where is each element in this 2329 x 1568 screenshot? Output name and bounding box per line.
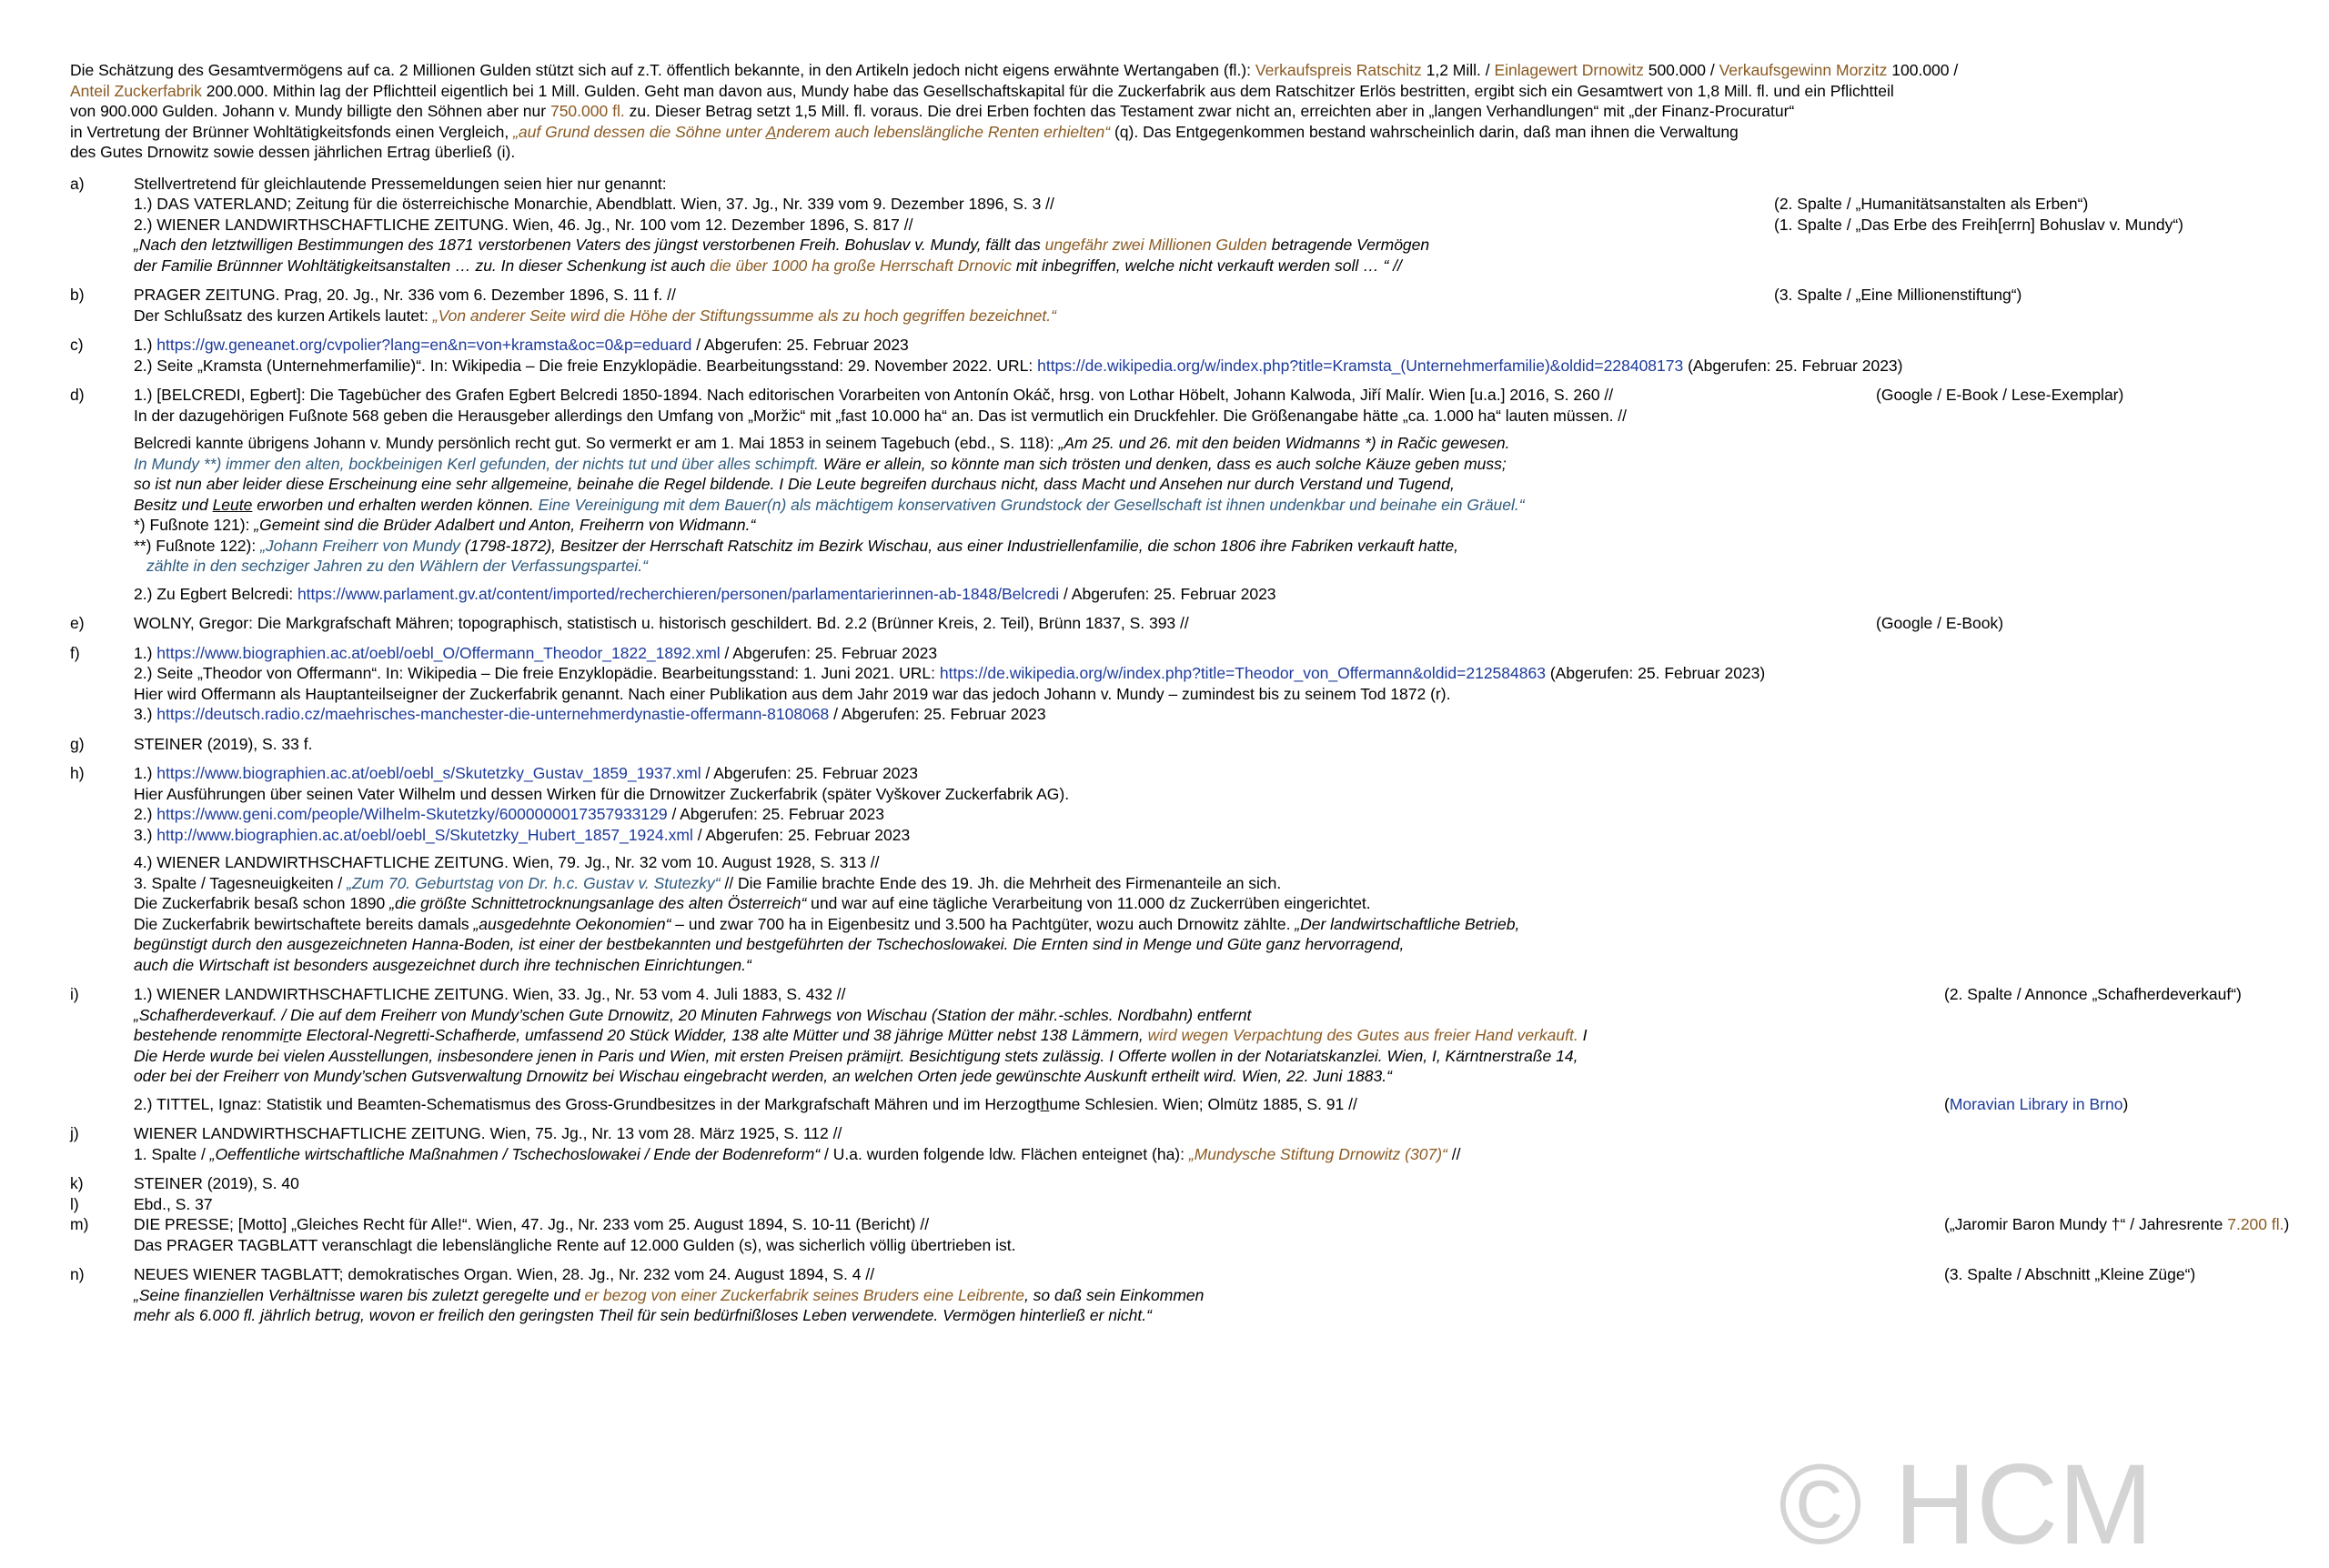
text-run: **) Fußnote 122):: [134, 536, 261, 555]
text-run: 200.000. Mithin lag der Pflichtteil eigentlich bei 1 Mill. Gulden. Geht man davon aus, Mundy habe das Gesellschaftskapital für die Zuckerfabrik aus dem Ratschitzer Erlös bestritten, ergibt sich ein Gesamtwert von 1,8 Mill. fl. und ein Pflichtteil: [201, 81, 1894, 100]
footnote-line: [134, 335, 2290, 356]
footnote-line: [134, 1144, 2290, 1165]
text-run: Die Zuckerfabrik besaß schon 1890: [134, 894, 390, 912]
text-run: „Von anderer Seite wird die Höhe der Stiftungssumme als zu hoch gegriffen bezeichnet.“: [432, 306, 1056, 325]
text-run: bestehende renommi: [134, 1026, 284, 1044]
reference-link[interactable]: https://de.wikipedia.org/w/index.php?title=Theodor_von_Offermann&oldid=212584863: [939, 664, 1546, 682]
column-reference: [1944, 984, 2242, 1005]
footnote-line: [134, 1025, 2290, 1046]
text-run: (1798-1872), Besitzer der Herrschaft Ratschitz im Bezirk Wischau, aus einer Industriellenfamilie, die schon 1806 ihre Fabriken verkauft hatte,: [459, 536, 1458, 555]
footnote-line: [134, 556, 2290, 577]
text-run: (Abgerufen: 25. Februar 2023): [1545, 664, 1766, 682]
text-run: WIENER LANDWIRTHSCHAFTLICHE ZEITUNG. Wien, 75. Jg., Nr. 13 vom 28. März 1925, S. 112 //: [134, 1124, 842, 1142]
text-run: begünstigt durch den ausgezeichneten Hanna-Boden, ist einer der bestbekannten und bestgeführten der Tschechoslowakei. Die Ernten sind in Menge und Güte ganz hervorragend,: [134, 935, 1405, 953]
text-run: die über 1000 ha große Herrschaft Drnovic: [710, 256, 1012, 275]
text-run: ume Schlesien. Wien; Olmütz 1885, S. 91 //: [1049, 1094, 1357, 1113]
text-run: 1.) [BELCREDI, Egbert]: Die Tagebücher des Grafen Egbert Belcredi 1850-1894. Nach editorischen Vorarbeiten von Antonín Okáč, hrsg. von Lothar Höbelt, Johann Kalwoda, Jiří Malír. Wien [u.a.] 2016, S. 260 //: [134, 386, 1614, 404]
text-run: (1. Spalte / „Das Erbe des Freih[errn] Bohuslav v. Mundy“): [1774, 215, 2183, 234]
footnote-line: [134, 1235, 2290, 1256]
text-run: erworben und erhalten werden können.: [252, 495, 539, 514]
text-run: 2.) Seite „Theodor von Offermann“. In: Wikipedia – Die freie Enzyklopädie. Bearbeitungsstand: 1. Juni 2021. URL:: [134, 664, 940, 682]
intro-line: [70, 60, 2290, 81]
text-run: Wäre er allein, so könnte man sich trösten und denken, dass es auch solche Käuze geben muss;: [818, 454, 1507, 473]
footnote-line: [134, 852, 2290, 873]
column-reference: [1944, 1094, 2128, 1115]
text-run: Verkaufspreis Ratschitz: [1255, 61, 1422, 79]
text-run: (2. Spalte / „Humanitätsanstalten als Erben“): [1774, 195, 2089, 213]
footnote-letter: i): [70, 985, 79, 1003]
footnote-line: [134, 406, 2290, 427]
text-run: (Google / E-Book / Lese-Exemplar): [1876, 386, 2124, 404]
footnote-letter: b): [70, 286, 85, 304]
footnote-entry: [70, 1173, 2290, 1194]
text-run: i: [886, 1046, 891, 1065]
text-run: „Am 25. und 26. mit den beiden Widmanns *) in Račic gewesen.: [1058, 434, 1510, 452]
column-reference: [1944, 1214, 2289, 1235]
text-run: 100.000 /: [1887, 61, 1959, 79]
intro-line: [70, 142, 2290, 163]
text-run: Das PRAGER TAGBLATT veranschlagt die lebenslängliche Rente auf 12.000 Gulden (s), was sicherlich völlig übertrieben ist.: [134, 1235, 1016, 1254]
column-reference: [1944, 1264, 2195, 1285]
text-run: Belcredi kannte übrigens Johann v. Mundy persönlich recht gut. So vermerkt er am 1. Mai 1853 in seinem Tagebuch (ebd., S. 118):: [134, 434, 1059, 452]
text-run: / Abgerufen: 25. Februar 2023: [691, 336, 909, 354]
footnote-line: [134, 515, 2290, 536]
text-run: „Gemeint sind die Brüder Adalbert und Anton, Freiherrn von Widmann.“: [254, 516, 756, 534]
text-run: //: [1447, 1144, 1461, 1163]
text-run: In Mundy **) immer den alten, bockbeinigen Kerl gefunden, der nichts tut und über alles schimpft.: [134, 454, 819, 473]
text-run: in Vertretung der Brünner Wohltätigkeitsfonds einen Vergleich,: [70, 122, 514, 141]
footnote-line: [134, 873, 2290, 894]
footnote-letter: g): [70, 734, 85, 753]
text-run: DIE PRESSE; [Motto] „Gleiches Recht für Alle!“. Wien, 47. Jg., Nr. 233 vom 25. August 1894, S. 10-11 (Bericht) //: [134, 1215, 930, 1233]
text-run: Verkaufsgewinn Morzitz: [1719, 61, 1888, 79]
footnote-entry: [70, 174, 2290, 276]
footnote-line: [134, 613, 2290, 634]
text-run: 1.): [134, 643, 157, 662]
text-run: 2.) TITTEL, Ignaz: Statistik und Beamten-Schematismus des Gross-Grundbesitzes in der Markgrafschaft Mähren und im Herzogt: [134, 1094, 1041, 1113]
footnote-letter: c): [70, 336, 84, 354]
footnote-letter: m): [70, 1215, 89, 1233]
text-run: 1.) WIENER LANDWIRTHSCHAFTLICHE ZEITUNG. Wien, 33. Jg., Nr. 53 vom 4. Juli 1883, S. 432 //: [134, 985, 846, 1003]
footnote-line: [134, 734, 2290, 755]
footnote-line: [134, 215, 2290, 236]
footnote-line: [134, 1305, 2290, 1326]
text-run: 3. Spalte / Tagesneuigkeiten /: [134, 873, 348, 892]
column-reference: [1774, 194, 2088, 215]
text-run: Die Zuckerfabrik bewirtschaftete bereits damals: [134, 914, 474, 933]
footnote-line: [134, 1046, 2290, 1067]
text-run: Der Schlußsatz des kurzen Artikels lautet:: [134, 306, 433, 325]
text-run: A: [765, 122, 777, 141]
text-run: (Abgerufen: 25. Februar 2023): [1683, 356, 1903, 375]
text-run: Stellvertretend für gleichlautende Pressemeldungen seien hier nur genannt:: [134, 174, 667, 193]
footnote-line: [134, 784, 2290, 805]
footnote-line: [134, 1214, 2290, 1235]
footnote-list: [70, 174, 2290, 1326]
text-run: (3. Spalte / „Eine Millionenstiftung“): [1774, 286, 2022, 304]
text-run: 1,2 Mill. /: [1421, 61, 1495, 79]
footnote-letter: j): [70, 1124, 79, 1142]
text-run: / Abgerufen: 25. Februar 2023: [720, 643, 938, 662]
column-reference: [1774, 285, 2021, 306]
intro-line: [70, 81, 2290, 102]
footnote-entry: [70, 1194, 2290, 1215]
footnote-letter: f): [70, 643, 80, 662]
footnote-line: [134, 1173, 2290, 1194]
text-run: (3. Spalte / Abschnitt „Kleine Züge“): [1944, 1265, 2196, 1283]
text-run: Die Herde wurde bei vielen Ausstellungen, insbesondere jenen in Paris und Wien, mit ersten Preisen prämi: [134, 1046, 887, 1065]
intro-paragraph: [70, 60, 2290, 163]
footnote-entry: [70, 335, 2290, 376]
hcm-watermark: © HCM: [1779, 1442, 2153, 1568]
text-run: der Familie Brünnner Wohltätigkeitsanstalten … zu. In dieser Schenkung ist auch: [134, 256, 711, 275]
footnote-line: [134, 235, 2290, 256]
text-run: – und zwar 700 ha in Eigenbesitz und 3.500 ha Pachtgüter, wozu auch Drnowitz zählte.: [670, 914, 1296, 933]
footnote-line: [134, 584, 2290, 605]
footnote-line: [134, 955, 2290, 976]
text-run: „auf Grund dessen die Söhne unter: [513, 122, 766, 141]
footnote-line: [134, 1264, 2290, 1285]
footnote-letter: e): [70, 614, 85, 632]
reference-link[interactable]: https://de.wikipedia.org/w/index.php?title=Kramsta_(Unternehmerfamilie)&oldid=228408173: [1037, 356, 1684, 375]
text-run: und war auf eine tägliche Verarbeitung von 11.000 dz Zuckerrüben eingerichtet.: [806, 894, 1371, 912]
text-run: (2. Spalte / Annonce „Schafherdeverkauf“): [1944, 985, 2242, 1003]
text-run: 3.): [134, 705, 157, 723]
text-run: „Oeffentliche wirtschaftliche Maßnahmen / Tschechoslowakei / Ende der Bodenreform“: [209, 1144, 821, 1163]
text-run: Einlagewert Drnowitz: [1494, 61, 1644, 79]
reference-link[interactable]: https://deutsch.radio.cz/maehrisches-manchester-die-unternehmerdynastie-offermann-8108068: [156, 705, 830, 723]
text-run: / Abgerufen: 25. Februar 2023: [667, 805, 884, 823]
reference-link[interactable]: https://gw.geneanet.org/cvpolier?lang=en&n=von+kramsta&oc=0&p=eduard: [156, 336, 692, 354]
footnote-line: [134, 285, 2290, 306]
text-run: Die Schätzung des Gesamtvermögens auf ca. 2 Millionen Gulden stützt sich auf z.T. öffentlich bekannte, in den Artikeln jedoch nicht eigens erwähnte Wertangaben (fl.):: [70, 61, 1255, 79]
text-run: „ausgedehnte Oekonomien“: [473, 914, 671, 933]
footnote-entry: [70, 984, 2290, 1114]
text-run: 1.): [134, 336, 157, 354]
text-run: des Gutes Drnowitz sowie dessen jährlichen Ertrag überließ (i).: [70, 143, 516, 161]
text-run: 2.) WIENER LANDWIRTHSCHAFTLICHE ZEITUNG. Wien, 46. Jg., Nr. 100 vom 12. Dezember 1896, S. 817 //: [134, 215, 913, 234]
footnote-line: [134, 174, 2290, 195]
text-run: 2.) Zu Egbert Belcredi:: [134, 584, 297, 603]
text-run: ungefähr zwei Millionen Gulden: [1044, 236, 1267, 254]
text-run: 1.): [134, 764, 157, 782]
reference-link[interactable]: Moravian Library in Brno: [1949, 1094, 2123, 1113]
footnote-line: [134, 194, 2290, 215]
footnote-line: [134, 643, 2290, 664]
footnote-letter: a): [70, 174, 85, 193]
footnote-line: [134, 306, 2290, 327]
text-run: Hier Ausführungen über seinen Vater Wilhelm und dessen Wirken für die Drnowitzer Zuckerfabrik (später Vyškover Zuckerfabrik AG).: [134, 784, 1070, 803]
text-run: Leute: [212, 495, 253, 514]
spacer: [134, 426, 2290, 433]
text-run: 2.): [134, 805, 157, 823]
footnote-line: [134, 825, 2290, 846]
text-run: (Google / E-Book): [1876, 614, 2004, 632]
text-run: / Abgerufen: 25. Februar 2023: [1059, 584, 1276, 603]
text-run: rt. Besichtigung stets zulässig. I Offerte wollen in der Notariatskanzlei. Wien, I, Kärntnerstraße 14,: [890, 1046, 1578, 1065]
text-run: zu. Dieser Betrag setzt 1,5 Mill. fl. voraus. Die drei Erben fochten das Testament zwar nicht an, erreichten aber in „langen Verhandlungen“ mit „der Finanz-Procuratur“: [624, 102, 1795, 120]
footnote-line: [134, 495, 2290, 516]
footnote-entry: [70, 385, 2290, 604]
spacer: [134, 577, 2290, 584]
column-reference: [1876, 613, 2003, 634]
text-run: / Abgerufen: 25. Februar 2023: [829, 705, 1046, 723]
text-run: auch die Wirtschaft ist besonders ausgezeichnet durch ihre technischen Einrichtungen.“: [134, 955, 751, 974]
footnote-entry: [70, 763, 2290, 975]
text-run: (q). Das Entgegenkommen bestand wahrscheinlich darin, daß man ihnen die Verwaltung: [1110, 122, 1739, 141]
text-run: r: [283, 1026, 289, 1044]
footnote-line: [134, 684, 2290, 705]
intro-line: [70, 122, 2290, 143]
text-run: 3.): [134, 825, 157, 844]
text-run: „Der landwirtschaftliche Betrieb,: [1295, 914, 1520, 933]
text-run: , so daß sein Einkommen: [1023, 1285, 1205, 1304]
text-run: Hier wird Offermann als Hauptanteilseigner der Zuckerfabrik genannt. Nach einer Publikation aus dem Jahr 2019 war das jedoch Johann v. Mundy – zumindest bis zu seinem Tod 1872 (r).: [134, 684, 1451, 703]
footnote-line: [134, 1123, 2290, 1144]
footnote-line: [134, 1066, 2290, 1087]
spacer: [134, 845, 2290, 852]
text-run: Anteil Zuckerfabrik: [70, 81, 202, 100]
footnote-line: [134, 663, 2290, 684]
text-run: betragende Vermögen: [1266, 236, 1430, 254]
text-run: ): [2284, 1215, 2290, 1233]
footnote-entry: [70, 734, 2290, 755]
reference-link[interactable]: https://www.parlament.gv.at/content/imported/recherchieren/personen/parlamentarierinnen-ab-1848/Belcredi: [297, 584, 1060, 603]
text-run: 1. Spalte /: [134, 1144, 210, 1163]
footnote-line: [134, 1194, 2290, 1215]
reference-link[interactable]: https://www.geni.com/people/Wilhelm-Skutetzky/6000000017357933129: [156, 805, 668, 823]
text-run: er bezog von einer Zuckerfabrik seines Bruders eine Leibrente: [584, 1285, 1024, 1304]
footnote-line: [134, 385, 2290, 406]
text-run: In der dazugehörigen Fußnote 568 geben die Herausgeber allerdings den Umfang von „Moržic“ mit „fast 10.000 ha“ an. Das ist vermutlich ein Druckfehler. Die Größenangabe hätte „ca. 1.000 ha“ lauten müssen. //: [134, 406, 1628, 425]
footnote-line: [134, 454, 2290, 475]
footnote-entry: [70, 285, 2290, 326]
footnote-line: [134, 763, 2290, 784]
footnote-line: [134, 1285, 2290, 1306]
text-run: ): [2122, 1094, 2129, 1113]
footnote-line: [134, 914, 2290, 935]
footnote-entry: [70, 643, 2290, 725]
text-run: 4.) WIENER LANDWIRTHSCHAFTLICHE ZEITUNG. Wien, 79. Jg., Nr. 32 vom 10. August 1928, S. 313 //: [134, 853, 880, 871]
footnote-line: [134, 474, 2290, 495]
footnote-letter: k): [70, 1174, 84, 1192]
text-run: nderem auch lebenslängliche Renten erhielten“: [776, 122, 1111, 141]
text-run: PRAGER ZEITUNG. Prag, 20. Jg., Nr. 336 vom 6. Dezember 1896, S. 11 f. //: [134, 286, 676, 304]
footnote-entry: [70, 613, 2290, 634]
text-run: (: [1944, 1094, 1950, 1113]
footnote-line: [134, 256, 2290, 276]
text-run: STEINER (2019), S. 33 f.: [134, 734, 313, 753]
text-run: *) Fußnote 121):: [134, 516, 255, 534]
text-run: 7.200 fl.: [2227, 1215, 2284, 1233]
intro-line: [70, 101, 2290, 122]
footnote-line: [134, 1094, 2290, 1115]
text-run: NEUES WIENER TAGBLATT; demokratisches Organ. Wien, 28. Jg., Nr. 232 vom 24. August 1894, S. 4 //: [134, 1265, 875, 1283]
text-run: 2.) Seite „Kramsta (Unternehmerfamilie)“. In: Wikipedia – Die freie Enzyklopädie. Bearbeitungsstand: 29. November 2022. URL:: [134, 356, 1038, 375]
footnote-page: [70, 60, 2290, 1335]
text-run: / Abgerufen: 25. Februar 2023: [692, 825, 911, 844]
footnote-entry: [70, 1123, 2290, 1164]
column-reference: [1774, 215, 2183, 236]
reference-link[interactable]: http://www.biographien.ac.at/oebl/oebl_S/Skutetzky_Hubert_1857_1924.xml: [156, 825, 693, 844]
text-run: „Mundysche Stiftung Drnowitz (307)“: [1188, 1144, 1447, 1163]
footnote-letter: l): [70, 1194, 79, 1213]
text-run: „Zum 70. Geburtstag von Dr. h.c. Gustav v. Stutezky“: [347, 873, 721, 892]
text-run: 750.000 fl.: [549, 102, 625, 120]
text-run: Besitz und: [134, 495, 213, 514]
text-run: oder bei der Freiherr von Mundy’schen Gutsverwaltung Drnowitz bei Wischau eingebracht werden, an welchen Orten jede gewünschte Auskunft ertheilt wird. Wien, 22. Juni 1883.“: [134, 1067, 1392, 1085]
text-run: WOLNY, Gregor: Die Markgrafschaft Mähren; topographisch, statistisch u. historisch geschildert. Bd. 2.2 (Brünner Kreis, 2. Teil), Brünn 1837, S. 393 //: [134, 614, 1189, 632]
text-run: Eine Vereinigung mit dem Bauer(n) als mächtigem konservativen Grundstock der Gesellschaft ist ihnen undenkbar und beinahe ein Gräuel.“: [538, 495, 1525, 514]
text-run: // Die Familie brachte Ende des 19. Jh. die Mehrheit des Firmenanteile an sich.: [720, 873, 1282, 892]
footnote-line: [134, 356, 2290, 377]
text-run: „Johann Freiherr von Mundy: [260, 536, 460, 555]
column-reference: [1876, 385, 2123, 406]
text-run: zählte in den sechziger Jahren zu den Wählern der Verfassungspartei.“: [146, 557, 648, 575]
text-run: so ist nun aber leider diese Erscheinung eine sehr allgemeine, beinahe die Regel bildende. I Die Leute begreifen durchaus nicht, dass Macht und Ansehen nur durch Verstand und Tugend,: [134, 475, 1455, 493]
text-run: / Abgerufen: 25. Februar 2023: [701, 764, 918, 782]
footnote-line: [134, 804, 2290, 825]
footnote-letter: h): [70, 764, 85, 782]
footnote-line: [134, 893, 2290, 914]
footnote-line: [134, 704, 2290, 725]
text-run: h: [1040, 1094, 1050, 1113]
footnote-line: [134, 536, 2290, 557]
text-run: „Seine finanziellen Verhältnisse waren bis zuletzt geregelte und: [134, 1285, 585, 1304]
text-run: mehr als 6.000 fl. jährlich betrug, wovon er freilich den geringsten Theil für sein bedürfnißloses Leben verwendete. Vermögen hinterließ er nicht.“: [134, 1306, 1152, 1324]
text-run: I: [1578, 1026, 1588, 1044]
footnote-line: [134, 1005, 2290, 1026]
text-run: 1.) DAS VATERLAND; Zeitung für die österreichische Monarchie, Abendblatt. Wien, 37. Jg., Nr. 339 vom 9. Dezember 1896, S. 3 //: [134, 195, 1054, 213]
text-run: „Schafherdeverkauf. / Die auf dem Freiherr von Mundy’schen Gute Drnowitz, 20 Minuten Fahrwegs von Wischau (Station der mähr.-schles. Nordbahn) entfernt: [134, 1005, 1252, 1024]
text-run: „die größte Schnittetrocknungsanlage des alten Österreich“: [389, 894, 807, 912]
text-run: STEINER (2019), S. 40: [134, 1174, 299, 1192]
spacer: [134, 1087, 2290, 1094]
text-run: 500.000 /: [1643, 61, 1719, 79]
text-run: von 900.000 Gulden. Johann v. Mundy billigte den Söhnen aber nur: [70, 102, 550, 120]
footnote-letter: d): [70, 386, 85, 404]
reference-link[interactable]: https://www.biographien.ac.at/oebl/oebl_O/Offermann_Theodor_1822_1892.xml: [156, 643, 721, 662]
footnote-letter: n): [70, 1265, 85, 1283]
text-run: mit inbegriffen, welche nicht verkauft werden soll … “ //: [1011, 256, 1402, 275]
text-run: „Nach den letztwilligen Bestimmungen des 1871 verstorbenen Vaters des jüngst verstorbenen Freih. Bohuslav v. Mundy, fällt das: [134, 236, 1045, 254]
footnote-line: [134, 984, 2290, 1005]
footnote-line: [134, 934, 2290, 955]
footnote-line: [134, 433, 2290, 454]
footnote-entry: [70, 1214, 2290, 1255]
text-run: te Electoral-Negretti-Schafherde, umfassend 20 Stück Widder, 138 alte Mütter und 38 jährige Mütter nebst 138 Lämmern,: [288, 1026, 1148, 1044]
text-run: / U.a. wurden folgende ldw. Flächen enteignet (ha):: [820, 1144, 1189, 1163]
text-run: („Jaromir Baron Mundy †“ / Jahresrente: [1944, 1215, 2228, 1233]
text-run: wird wegen Verpachtung des Gutes aus freier Hand verkauft.: [1147, 1026, 1578, 1044]
footnote-entry: [70, 1264, 2290, 1326]
text-run: Ebd., S. 37: [134, 1194, 213, 1213]
reference-link[interactable]: https://www.biographien.ac.at/oebl/oebl_s/Skutetzky_Gustav_1859_1937.xml: [156, 764, 701, 782]
